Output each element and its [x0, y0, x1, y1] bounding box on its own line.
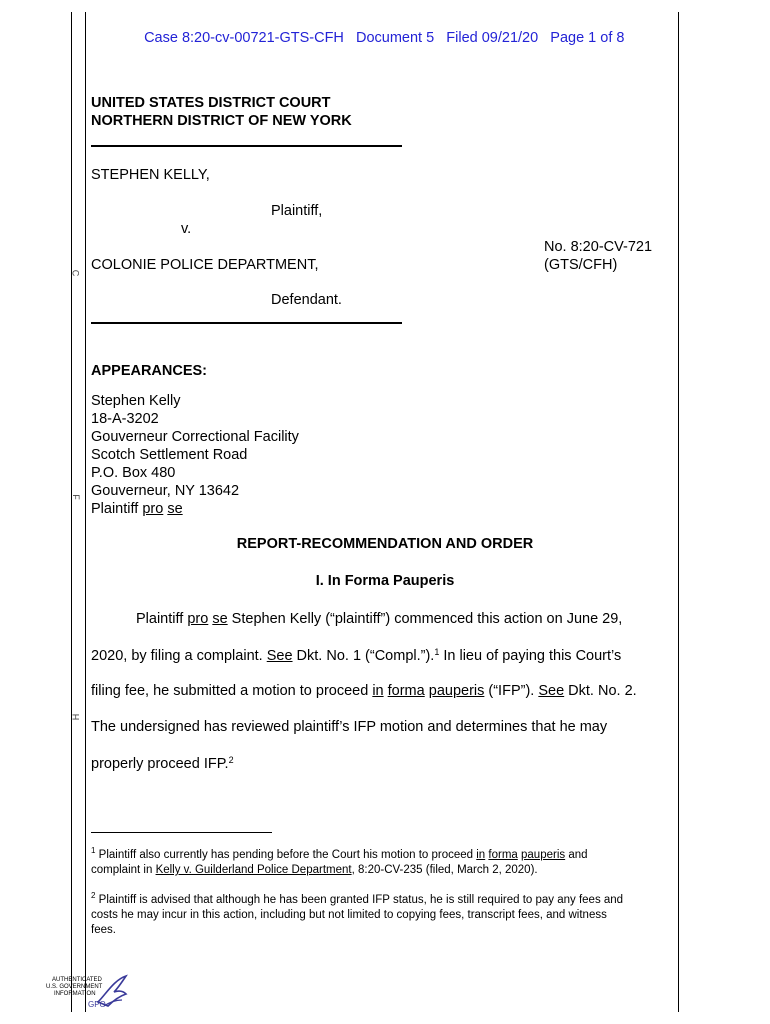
left-margin-line-inner: [85, 12, 86, 1012]
case-number-line-1: No. 8:20-CV-721: [544, 239, 653, 255]
appearance-line: Gouverneur, NY 13642: [91, 483, 240, 499]
case-number-line-2: (GTS/CFH): [544, 257, 618, 273]
header-filed: Filed 09/21/20: [446, 30, 539, 46]
defendant-role: Defendant.: [271, 292, 342, 308]
caption-rule-bottom: [91, 322, 402, 324]
body-line-4: The undersigned has reviewed plaintiff’s IFP motion and determines that he may: [91, 719, 608, 735]
footnote-1: $^1$ Plaintiff also currently has pending before the Court his motion to proceed in forma pauperis and complaint in Kelly v. Guilderland Police Department, 8:20-CV-235 (filed, March 2, 2020).: [91, 846, 588, 876]
header-page: Page 1 of 8: [550, 30, 625, 46]
header-case: Case 8:20-cv-00721-GTS-CFH: [144, 30, 344, 46]
plaintiff-name: STEPHEN KELLY,: [91, 167, 210, 183]
defendant-name: COLONIE POLICE DEPARTMENT,: [91, 257, 319, 273]
footnote-ref-2: 2: [228, 755, 234, 765]
seal-line-3: INFORMATION: [54, 991, 96, 997]
margin-mark-h: H: [70, 713, 81, 721]
appearance-line: Gouverneur Correctional Facility: [91, 429, 299, 445]
section-heading: I. In Forma Pauperis: [315, 573, 455, 589]
footnote-2: $^2$ Plaintiff is advised that although he has been granted IFP status, he is still required to pay any fees and costs he may incur in this action, including but not limited to copying fees, transcript fees, and witness fees.: [91, 891, 624, 936]
caption-rule-top: [91, 145, 402, 147]
header-document: Document 5: [356, 30, 435, 46]
seal-line-1: AUTHENTICATED: [52, 977, 102, 983]
footnote-ref-1: 1: [434, 647, 440, 657]
document-title: REPORT-RECOMMENDATION AND ORDER: [236, 536, 534, 552]
seal-line-2: U.S. GOVERNMENT: [46, 984, 103, 990]
appearance-line-pro-se: Plaintiff pro se: [91, 501, 183, 517]
margin-mark-c: C: [70, 269, 81, 277]
filing-header: [136, 14, 624, 46]
court-line-1: UNITED STATES DISTRICT COURT: [91, 95, 331, 111]
appearance-line: 18-A-3202: [91, 411, 159, 427]
appearances-heading: APPEARANCES:: [91, 363, 208, 379]
body-line-1: Plaintiff pro se Stephen Kelly (“plaintiff”) commenced this action on June 29,: [136, 611, 623, 627]
plaintiff-role: Plaintiff,: [271, 203, 323, 219]
seal-gpo-mark: GPO: [88, 1000, 106, 1009]
footnote-separator: [91, 832, 272, 833]
versus: v.: [181, 221, 192, 237]
body-line-2: 2020, by filing a complaint. See Dkt. No. 1 (“Compl.”).$^1$ In lieu of paying this Court’s: [91, 647, 622, 664]
body-line-3: filing fee, he submitted a motion to proceed in forma pauperis (“IFP”). See Dkt. No. 2.: [91, 683, 637, 699]
appearance-line: Scotch Settlement Road: [91, 447, 248, 463]
left-margin-line-outer: [71, 12, 72, 1012]
appearance-line: P.O. Box 480: [91, 465, 176, 481]
body-line-5: properly proceed IFP.$^2$: [91, 755, 234, 772]
gpo-seal: [40, 972, 132, 1012]
margin-mark-f: F: [70, 494, 81, 500]
court-line-2: NORTHERN DISTRICT OF NEW YORK: [91, 113, 352, 129]
appearance-line: Stephen Kelly: [91, 393, 181, 409]
